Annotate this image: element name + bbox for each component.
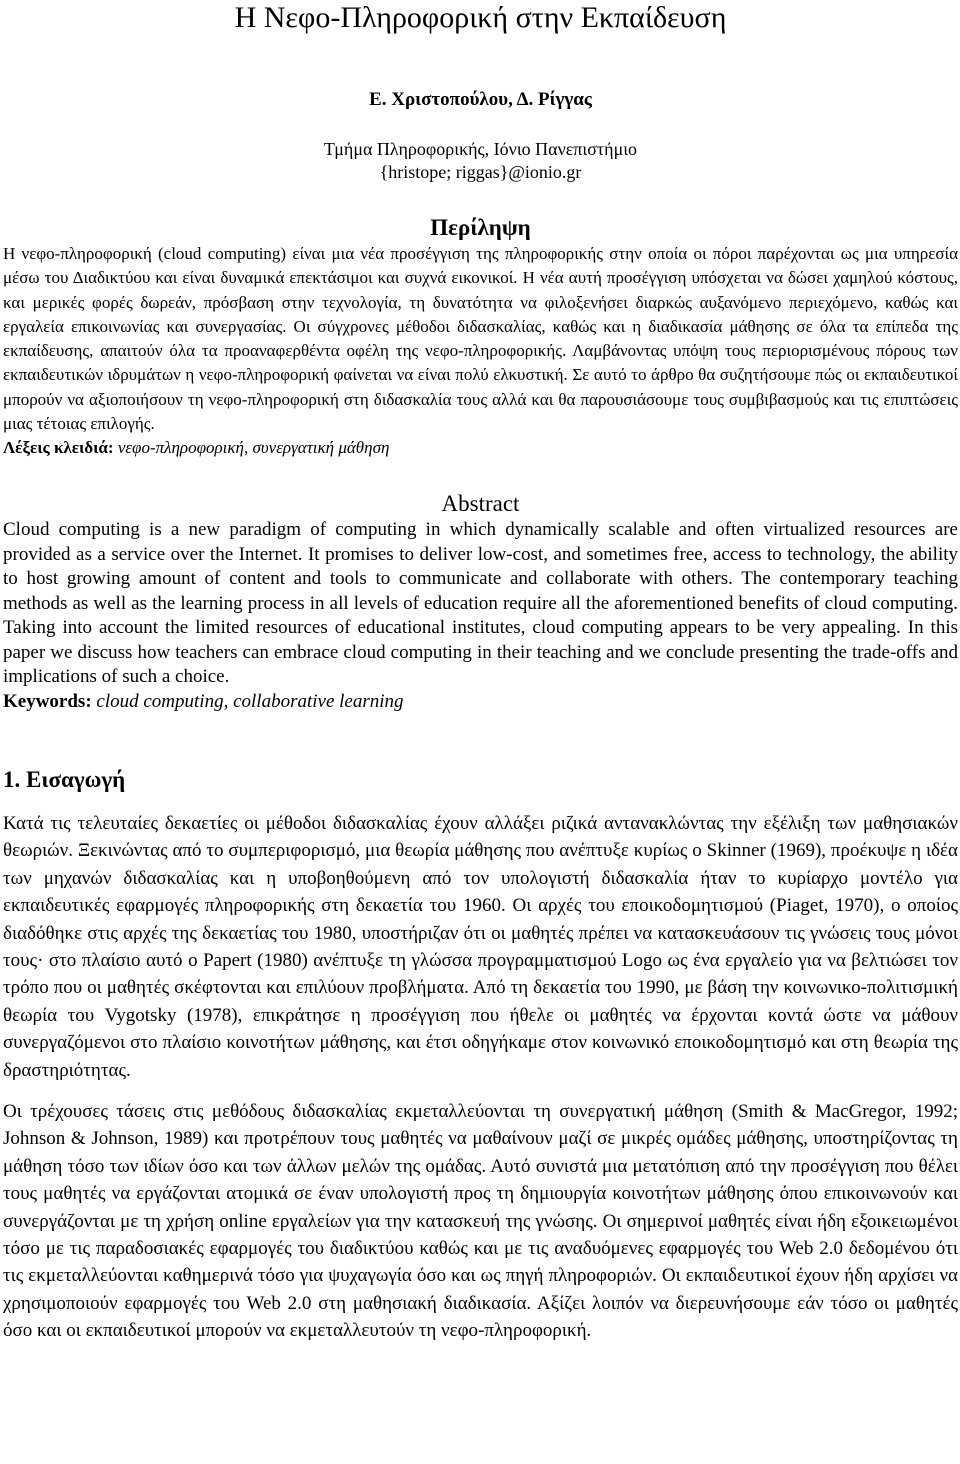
greek-keywords-list: νεφο-πληροφορική, συνεργατική μάθηση: [117, 438, 390, 458]
english-keywords: [3, 690, 958, 714]
paper-affiliation: Τμήμα Πληροφορικής, Ιόνιο Πανεπιστήμιο: [323, 139, 638, 159]
greek-abstract-text: Η νεφο-πληροφορική (cloud computing) είναι μια νέα προσέγγιση της πληροφορικής στην οποία οι πόροι παρέχονται ως μια υπηρεσία μέσω του Διαδικτύου και είναι δυναμικά επεκτάσιμοι και συχνά εικονικοί. Η νέα αυτή προσέγγιση υπόσχεται να δώσει χαμηλού κόστους, και μερικές φορές δωρεάν, πρόσβαση στην τεχνολογία, τη δυνατότητα να φιλοξενήσει διαρκώς αυξανόμενο περιεχόμενο, καθώς και εργαλεία επικοινωνίας και συνεργασίας. Οι σύγχρονες μέθοδοι διδασκαλίας, καθώς και η διαδικασία μάθησης σε όλα τα επίπεδα της εκπαίδευσης, απαιτούν όλα τα προαναφερθέντα οφέλη της νεφο-πληροφορικής. Λαμβάνοντας υπόψη τους περιορισμένους πόρους των εκπαιδευτικών ιδρυμάτων η νεφο-πληροφορική φαίνεται να είναι πολύ ελκυστική. Σε αυτό το άρθρο θα συζητήσουμε πώς οι εκπαιδευτικοί μπορούν να αξιοποιήσουν τη νεφο-πληροφορική στη διδασκαλία τους αλλά και θα παρουσιάσουμε τους συμβιβασμούς και τις επιπτώσεις μιας τέτοιας επιλογής.: [3, 244, 958, 434]
greek-keywords: [3, 436, 958, 460]
greek-abstract-heading: Περίληψη: [430, 215, 531, 240]
introduction-paragraph-1: Κατά τις τελευταίες δεκαετίες οι μέθοδοι διδασκαλίας έχουν αλλάξει ριζικά αντανακλώντας την εξέλιξη των μαθησιακών θεωριών. Ξεκινώντας από το συμπεριφορισμό, μια θεωρία μάθησης που ανέπτυξε κυρίως ο Skinner (1969), προέκυψε η ιδέα των μηχανών διδασκαλίας και η υποβοηθούμενη από τον υπολογιστή διδασκαλία ήταν το κυρίαρχο μοντέλο για εκπαιδευτικές εφαρμογές πληροφορικής στη δεκαετία του 1960. Οι αρχές του εποικοδομητισμού (Piaget, 1970), ο οποίος διαδόθηκε στις αρχές της δεκαετίας του 1980, υποστήριζαν ότι οι μαθητές πρέπει να κατασκευάσουν τις γνώσεις τους μόνοι τους· στο πλαίσιο αυτό ο Papert (1980) ανέπτυξε τη γλώσσα προγραμματισμού Logo ως ένα εργαλείο για να βελτιώσει τον τρόπο που οι μαθητές σκέφτονται και επιλύουν προβλήματα. Από τη δεκαετία του 1990, με βάση την κοινωνικο-πολιτισμική θεωρία του Vygotsky (1978), επικράτησε η προσέγγιση που ήθελε οι μαθητές να έρχονται κοντά ώστε να μάθουν συνεργαζόμενοι στο πλαίσιο κοινοτήτων μάθησης, και έτσι οδηγήκαμε στον κοινωνικό εποικοδομητισμό και στη θεωρία της δραστηριότητας.: [3, 812, 958, 1081]
english-keywords-label: Keywords:: [3, 690, 92, 712]
english-abstract-heading: Abstract: [441, 491, 520, 517]
paper-authors: Ε. Χριστοπούλου, Δ. Ρίγγας: [369, 89, 592, 110]
english-keywords-list: cloud computing, collaborative learning: [96, 690, 404, 712]
greek-keywords-label: Λέξεις κλειδιά:: [3, 438, 114, 458]
introduction-paragraph-2: Οι τρέχουσες τάσεις στις μεθόδους διδασκαλίας εκμεταλλεύονται τη συνεργατική μάθηση (Smith & MacGregor, 1992; Johnson & Johnson, 1989) και προτρέπουν τους μαθητές να μαθαίνουν μαζί σε μικρές ομάδες μάθησης, υποστηρίζοντας τη μάθηση τόσο των ιδίων όσο και των άλλων μελών της ομάδας. Αυτό συνιστά μια μετατόπιση από την προσέγγιση που θέλει τους μαθητές να εργάζονται ατομικά σε έναν υπολογιστή προς τη δημιουργία κοινοτήτων μάθησης όπου επικοινωνούν και συνεργάζονται με τη χρήση online εργαλείων για την κατασκευή της γνώσης. Οι σημερινοί μαθητές είναι ήδη εξοικειωμένοι τόσο με τις παραδοσιακές εφαρμογές του διαδικτύου καθώς και με τις αναδυόμενες εφαρμογές του Web 2.0 δεδομένου ότι τις εκμεταλλεύονται καθημερινά τόσο για ψυχαγωγία όσο και ως πηγή πληροφοριών. Οι εκπαιδευτικοί έχουν ήδη αρχίσει να χρησιμοποιούν εφαρμογές του Web 2.0 στη μαθησιακή διαδικασία. Αξίζει λοιπόν να διερευνήσουμε εάν τόσο οι μαθητές όσο και οι εκπαιδευτικοί μπορούν να εκμεταλλευτούν τη νεφο-πληροφορική.: [3, 1100, 958, 1342]
introduction-heading: 1. Εισαγωγή: [3, 766, 126, 792]
paper-email: {hristope; riggas}@ionio.gr: [379, 162, 582, 182]
english-abstract-text: Cloud computing is a new paradigm of computing in which dynamically scalable and often virtualized resources are provided as a service over the Internet. It promises to deliver low-cost, and sometimes free, access to technology, the ability to host growing amount of content and tools to communicate and collaborate with others. The contemporary teaching methods as well as the learning process in all levels of education require all the aforementioned benefits of cloud computing. Taking into account the limited resources of educational institutes, cloud computing appears to be very appealing. In this paper we discuss how teachers can embrace cloud computing in their teaching and we conclude presenting the trade-offs and implications of such a choice.: [3, 519, 958, 688]
paper-title: Η Νεφο-Πληροφορική στην Εκπαίδευση: [234, 1, 727, 34]
